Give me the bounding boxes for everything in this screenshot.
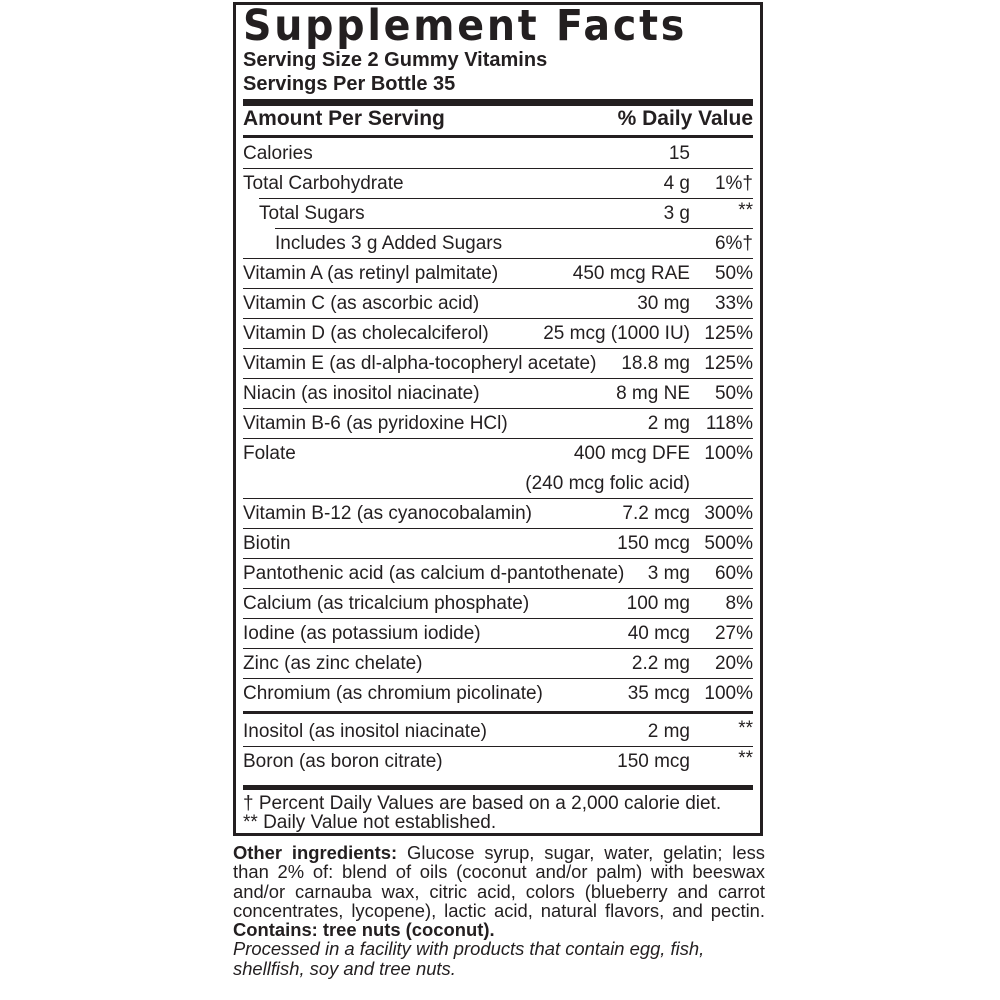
- contains-allergens: Contains: tree nuts (coconut).: [233, 919, 495, 941]
- nutrient-name: Pantothenic acid (as calcium d-pantothenate): [243, 563, 625, 584]
- nutrient-row: [275, 229, 753, 259]
- nutrient-name: Vitamin B-12 (as cyanocobalamin): [243, 503, 533, 524]
- nutrient-row: [243, 747, 753, 777]
- nutrient-daily-value: 500%: [704, 533, 753, 554]
- nutrient-daily-value: 100%: [704, 683, 753, 704]
- nutrient-name: Total Carbohydrate: [243, 173, 404, 194]
- nutrient-row: [243, 679, 753, 709]
- nutrient-row: [243, 349, 753, 379]
- panel-inner: [243, 1, 753, 833]
- nutrient-row: [243, 559, 753, 589]
- nutrient-row: [243, 717, 753, 747]
- facility-statement: Processed in a facility with products that contain egg, fish, shellfish, soy and tree nuts.: [233, 938, 705, 979]
- nutrient-row: [243, 649, 753, 679]
- servings-per-bottle: Servings Per Bottle 35: [243, 73, 456, 95]
- nutrient-name: Vitamin B-6 (as pyridoxine HCl): [243, 413, 508, 434]
- nutrient-name: Biotin: [243, 533, 291, 554]
- nutrient-name: Niacin (as inositol niacinate): [243, 383, 480, 404]
- nutrient-amount: 400 mcg DFE: [573, 443, 690, 464]
- nutrient-amount: 25 mcg (1000 IU): [543, 323, 690, 344]
- nutrient-daily-value: 8%: [725, 593, 753, 614]
- nutrient-daily-value: 125%: [704, 353, 753, 374]
- nutrient-amount: 35 mcg: [627, 683, 690, 704]
- nutrient-row: [243, 409, 753, 439]
- nutrient-amount: 2 mg: [647, 413, 690, 434]
- thick-divider: [243, 99, 753, 106]
- nutrient-name: Calcium (as tricalcium phosphate): [243, 593, 530, 614]
- daily-value-heading: % Daily Value: [617, 107, 753, 130]
- nutrient-row: [243, 289, 753, 319]
- nutrient-name: Zinc (as zinc chelate): [243, 653, 423, 674]
- nutrient-row: [243, 589, 753, 619]
- nutrient-name: Vitamin C (as ascorbic acid): [243, 293, 480, 314]
- nutrient-row: [243, 529, 753, 559]
- amount-per-serving-heading: Amount Per Serving: [243, 107, 445, 130]
- nutrient-row: [259, 199, 753, 229]
- nutrient-amount: 8 mg NE: [616, 383, 690, 404]
- nutrient-daily-value: 118%: [705, 413, 753, 434]
- table-header: [243, 107, 753, 133]
- supplement-facts-panel: [233, 2, 763, 836]
- nutrient-daily-value: 6%†: [714, 233, 753, 254]
- nutrient-amount: 150 mcg: [617, 751, 690, 772]
- footer-divider: [243, 785, 753, 790]
- footnote-dv: † Percent Daily Values are based on a 2,000 calorie diet.: [243, 793, 722, 814]
- nutrient-name: Vitamin D (as cholecalciferol): [243, 323, 489, 344]
- nutrient-amount-detail: (240 mcg folic acid): [525, 473, 690, 494]
- nutrient-amount: 3 mg: [647, 563, 690, 584]
- nutrient-amount: 15: [668, 143, 690, 164]
- nutrient-name: Includes 3 g Added Sugars: [275, 233, 503, 254]
- ingredients-paragraph: [233, 843, 765, 939]
- nutrient-amount: 150 mcg: [617, 533, 690, 554]
- nutrient-name: Vitamin A (as retinyl palmitate): [243, 263, 499, 284]
- nutrient-amount: 2 mg: [647, 721, 690, 742]
- nutrient-name: Inositol (as inositol niacinate): [243, 721, 487, 742]
- nutrient-name: Iodine (as potassium iodide): [243, 623, 481, 644]
- nutrient-daily-value: **: [738, 200, 753, 221]
- nutrient-daily-value: 50%: [714, 263, 753, 284]
- nutrient-daily-value: **: [738, 748, 753, 769]
- nutrient-name: Vitamin E (as dl-alpha-tocopheryl acetate): [243, 353, 597, 374]
- nutrient-row: [243, 139, 753, 169]
- nutrient-daily-value: 50%: [714, 383, 753, 404]
- nutrient-daily-value: 1%†: [714, 173, 753, 194]
- header-divider: [243, 135, 753, 138]
- other-ingredients-label: Other ingredients:: [233, 842, 398, 863]
- nutrient-name: Folate: [243, 443, 296, 464]
- nutrient-daily-value: 20%: [714, 653, 753, 674]
- nutrient-name: Chromium (as chromium picolinate): [243, 683, 543, 704]
- nutrient-amount: 100 mg: [626, 593, 690, 614]
- nutrient-amount: 4 g: [663, 173, 690, 194]
- nutrient-amount: 7.2 mcg: [622, 503, 690, 524]
- serving-size: Serving Size 2 Gummy Vitamins: [243, 49, 548, 71]
- footnote-not-established: ** Daily Value not established.: [243, 812, 497, 833]
- nutrient-daily-value: 100%: [704, 443, 753, 464]
- nutrient-name: Boron (as boron citrate): [243, 751, 443, 772]
- nutrient-daily-value: 27%: [714, 623, 753, 644]
- nutrient-amount: 30 mg: [637, 293, 690, 314]
- other-ingredients: [233, 843, 765, 978]
- nutrient-amount: 2.2 mg: [631, 653, 690, 674]
- nutrient-row: [243, 319, 753, 349]
- nutrient-row: [243, 259, 753, 289]
- nutrient-row: [243, 379, 753, 409]
- nutrient-amount: 40 mcg: [627, 623, 690, 644]
- nutrient-daily-value: 33%: [714, 293, 753, 314]
- panel-title: Supplement Facts: [243, 1, 688, 51]
- nutrient-row: [243, 169, 753, 199]
- nutrient-daily-value: 300%: [704, 503, 753, 524]
- nutrient-row: [243, 619, 753, 649]
- section-divider: [243, 711, 753, 714]
- nutrient-amount: 18.8 mg: [621, 353, 690, 374]
- nutrient-name: Total Sugars: [259, 203, 365, 224]
- nutrient-row: [243, 439, 753, 499]
- nutrient-name: Calories: [243, 143, 313, 164]
- nutrient-daily-value: 125%: [704, 323, 753, 344]
- nutrient-amount: 3 g: [663, 203, 690, 224]
- nutrient-daily-value: 60%: [714, 563, 753, 584]
- nutrient-row: [243, 499, 753, 529]
- ingredients-text: Glucose syrup, sugar, water, gelatin; less than 2% of: blend of oils (coconut and/or palm) with beeswax and/or carnauba wax, citric acid, colors (blueberry and carrot concentrates, lycopene), lactic acid, natural flavors, and pectin.: [233, 842, 766, 921]
- nutrient-daily-value: **: [738, 718, 753, 739]
- nutrient-amount: 450 mcg RAE: [572, 263, 690, 284]
